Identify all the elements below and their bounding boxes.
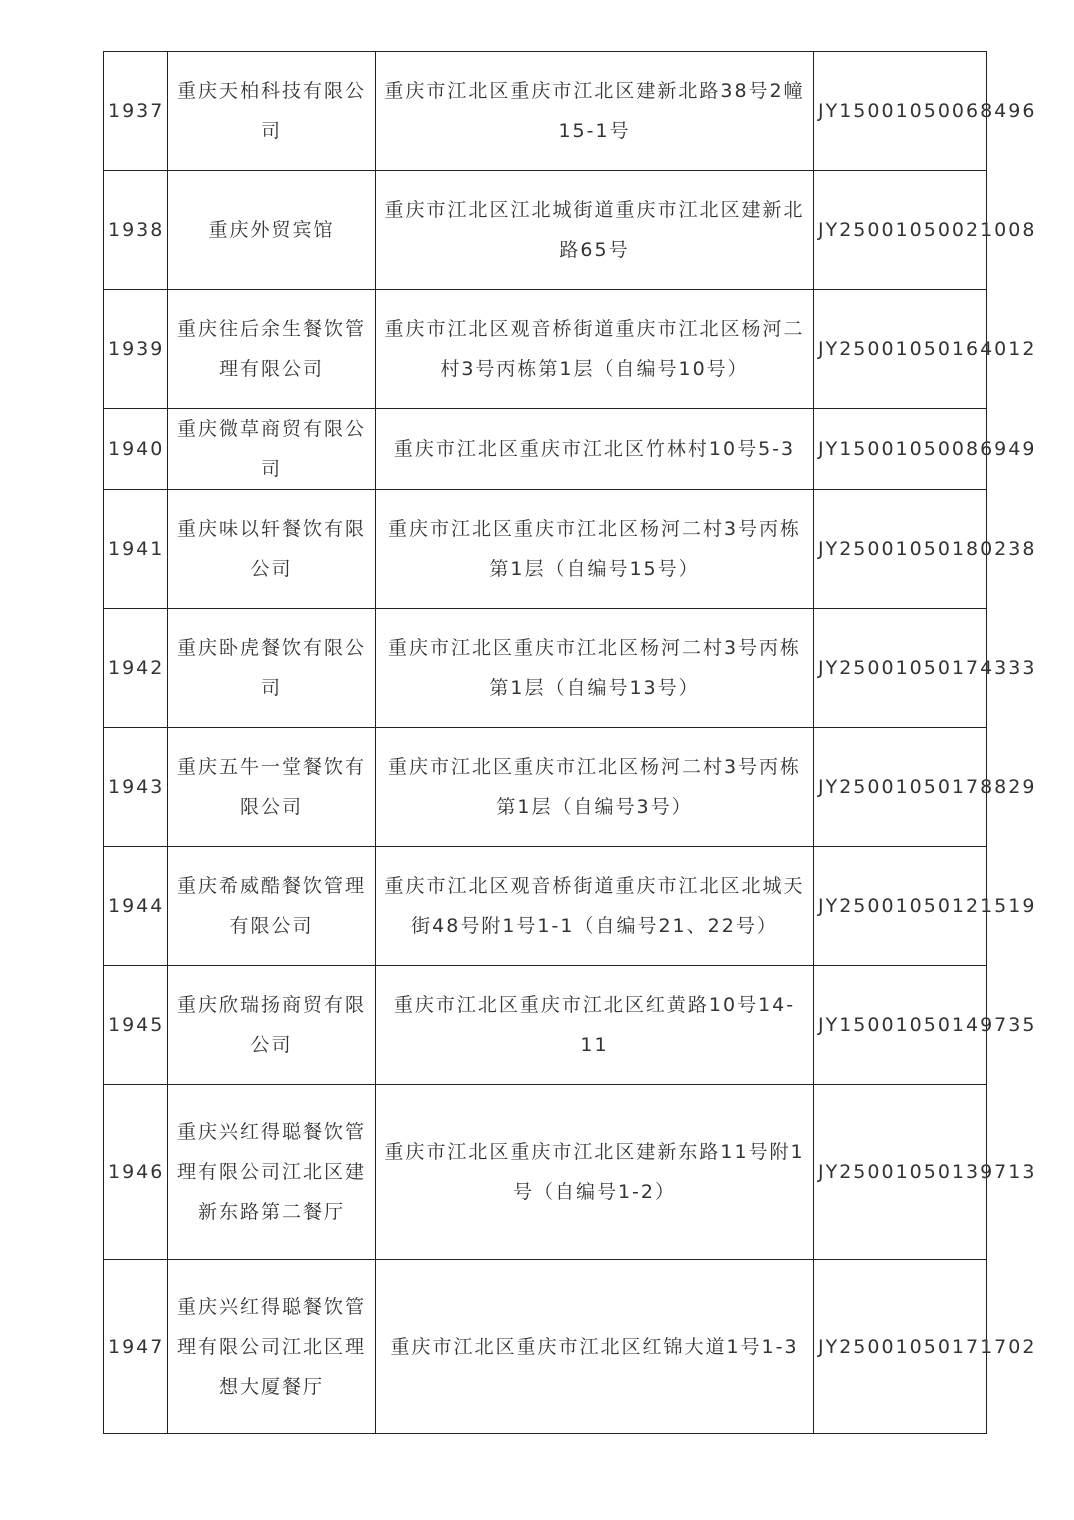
license-number: JY15001050068496 [814, 52, 987, 171]
row-number: 1939 [104, 290, 168, 409]
row-number: 1938 [104, 171, 168, 290]
license-number: JY25001050178829 [814, 728, 987, 847]
business-address: 重庆市江北区重庆市江北区红黄路10号14-11 [376, 966, 814, 1085]
business-address: 重庆市江北区重庆市江北区建新北路38号2幢15-1号 [376, 52, 814, 171]
row-number: 1946 [104, 1085, 168, 1260]
row-number: 1940 [104, 409, 168, 490]
license-number: JY25001050139713 [814, 1085, 987, 1260]
table-row [104, 847, 987, 966]
row-number: 1945 [104, 966, 168, 1085]
row-number: 1947 [104, 1260, 168, 1434]
row-number: 1943 [104, 728, 168, 847]
table-row [104, 290, 987, 409]
business-address: 重庆市江北区重庆市江北区杨河二村3号丙栋第1层（自编号15号） [376, 490, 814, 609]
table-row [104, 728, 987, 847]
row-number: 1937 [104, 52, 168, 171]
business-address: 重庆市江北区江北城街道重庆市江北区建新北路65号 [376, 171, 814, 290]
business-address: 重庆市江北区观音桥街道重庆市江北区北城天街48号附1号1-1（自编号21、22号） [376, 847, 814, 966]
table-row [104, 966, 987, 1085]
license-number: JY25001050180238 [814, 490, 987, 609]
license-number: JY25001050164012 [814, 290, 987, 409]
table-row [104, 1260, 987, 1434]
table-row [104, 171, 987, 290]
company-name: 重庆五牛一堂餐饮有限公司 [168, 728, 376, 847]
row-number: 1941 [104, 490, 168, 609]
business-address: 重庆市江北区重庆市江北区建新东路11号附1号（自编号1-2） [376, 1085, 814, 1260]
company-name: 重庆天柏科技有限公司 [168, 52, 376, 171]
license-number: JY25001050021008 [814, 171, 987, 290]
license-number: JY25001050121519 [814, 847, 987, 966]
row-number: 1942 [104, 609, 168, 728]
business-address: 重庆市江北区重庆市江北区红锦大道1号1-3 [376, 1260, 814, 1434]
business-address: 重庆市江北区重庆市江北区杨河二村3号丙栋第1层（自编号13号） [376, 609, 814, 728]
table-row [104, 1085, 987, 1260]
company-name: 重庆外贸宾馆 [168, 171, 376, 290]
company-name: 重庆卧虎餐饮有限公司 [168, 609, 376, 728]
company-name: 重庆往后余生餐饮管理有限公司 [168, 290, 376, 409]
company-name: 重庆味以轩餐饮有限公司 [168, 490, 376, 609]
license-number: JY15001050086949 [814, 409, 987, 490]
business-address: 重庆市江北区重庆市江北区杨河二村3号丙栋第1层（自编号3号） [376, 728, 814, 847]
business-address: 重庆市江北区重庆市江北区竹林村10号5-3 [376, 409, 814, 490]
company-name: 重庆欣瑞扬商贸有限公司 [168, 966, 376, 1085]
row-number: 1944 [104, 847, 168, 966]
table-row [104, 52, 987, 171]
company-name: 重庆兴红得聪餐饮管理有限公司江北区理想大厦餐厅 [168, 1260, 376, 1434]
license-table [103, 51, 1037, 1434]
table-row [104, 490, 987, 609]
company-name: 重庆微草商贸有限公司 [168, 409, 376, 490]
table-row [104, 409, 987, 490]
company-name: 重庆兴红得聪餐饮管理有限公司江北区建新东路第二餐厅 [168, 1085, 376, 1260]
business-address: 重庆市江北区观音桥街道重庆市江北区杨河二村3号丙栋第1层（自编号10号） [376, 290, 814, 409]
company-name: 重庆希威酷餐饮管理有限公司 [168, 847, 376, 966]
license-number: JY25001050174333 [814, 609, 987, 728]
license-number: JY15001050149735 [814, 966, 987, 1085]
table-row [104, 609, 987, 728]
license-number: JY25001050171702 [814, 1260, 987, 1434]
